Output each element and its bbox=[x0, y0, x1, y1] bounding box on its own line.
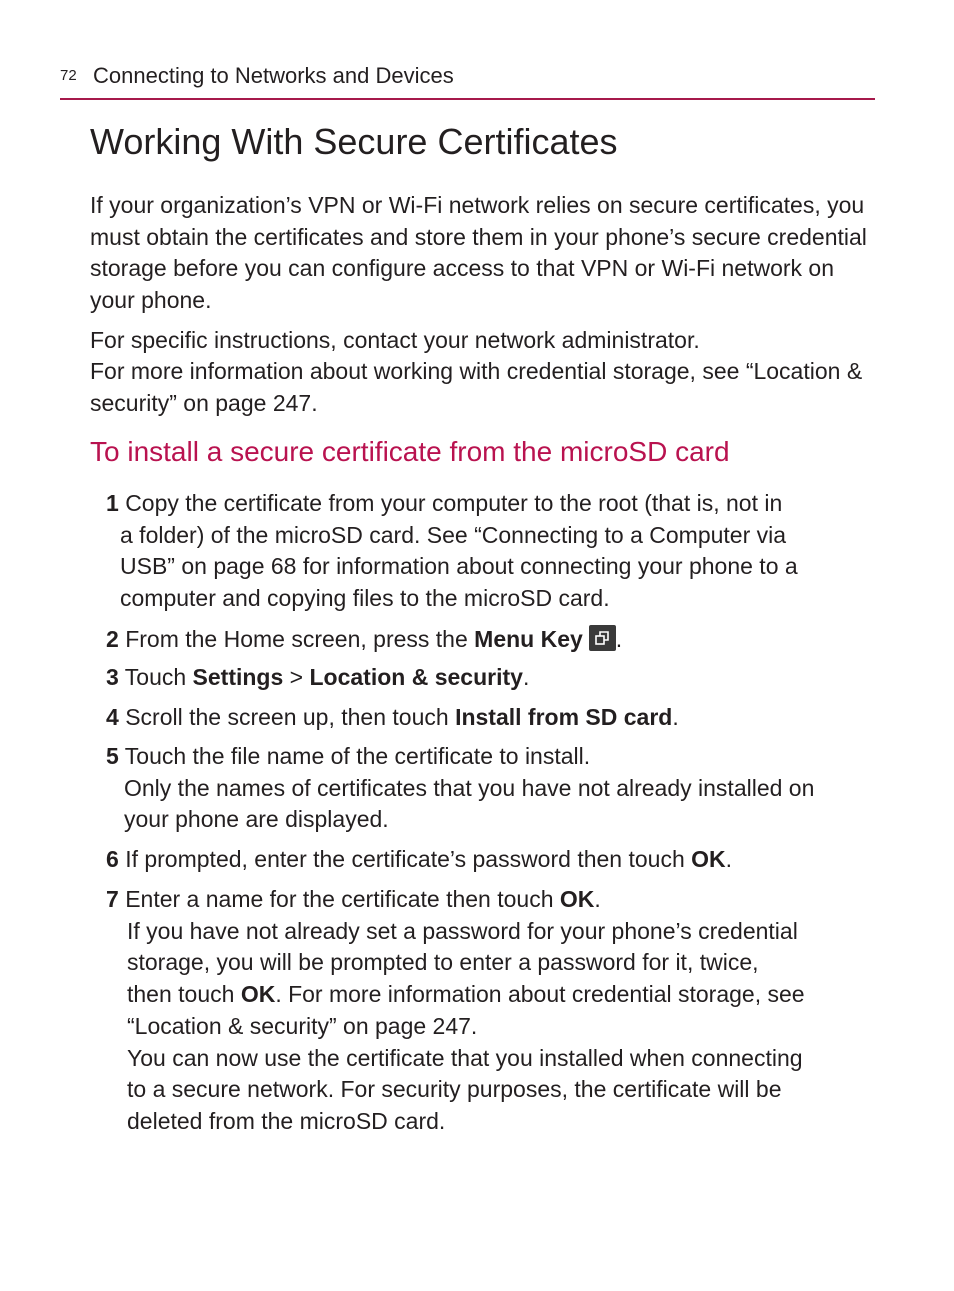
step-text: a folder) of the microSD card. See “Connecting to a Computer via bbox=[120, 521, 787, 548]
step-note: If you have not already set a password for your phone’s credential bbox=[127, 917, 798, 944]
ok-label: OK bbox=[240, 981, 276, 1008]
step-note: to a secure network. For security purposes, the certificate will be bbox=[127, 1076, 782, 1103]
step-end: . bbox=[522, 664, 530, 690]
step-1 bbox=[106, 488, 876, 615]
step-number: 4 bbox=[106, 704, 119, 730]
step-number: 7 bbox=[106, 886, 119, 912]
step-number: 6 bbox=[106, 846, 119, 872]
section-name: Connecting to Networks and Devices bbox=[93, 63, 454, 88]
step-text: Copy the certificate from your computer to the root (that is, not in bbox=[125, 490, 783, 516]
step-5 bbox=[106, 741, 876, 836]
step-note: deleted from the microSD card. bbox=[127, 1107, 446, 1134]
page-number: 72 bbox=[60, 67, 77, 84]
step-text: Enter a name for the certificate then touch bbox=[125, 886, 560, 912]
step-7 bbox=[106, 884, 876, 1138]
step-text: Touch the file name of the certificate to install. bbox=[124, 743, 591, 769]
step-end: . bbox=[725, 846, 733, 872]
step-note: You can now use the certificate that you installed when connecting bbox=[127, 1044, 803, 1071]
step-note: storage, you will be prompted to enter a password for it, twice, bbox=[127, 949, 759, 976]
step-end: . bbox=[672, 704, 679, 730]
step-note bbox=[106, 979, 876, 1011]
step-2 bbox=[106, 624, 876, 656]
step-number: 5 bbox=[106, 743, 119, 769]
step-note-text: . For more information about credential storage, see bbox=[275, 981, 805, 1008]
intro-paragraph: If your organization’s VPN or Wi-Fi network relies on secure certificates, you must obtain the certificates and store them in your phone’s secure credential storage before you can configure access to that VPN or Wi-Fi network on your phone. bbox=[90, 192, 867, 314]
step-text: Touch bbox=[124, 664, 193, 690]
menu-separator: > bbox=[283, 664, 310, 690]
ok-label: OK bbox=[691, 846, 726, 872]
contact-paragraph: For specific instructions, contact your network administrator. bbox=[90, 327, 700, 353]
step-note-text: then touch bbox=[127, 981, 241, 1008]
step-text: computer and copying files to the microSD card. bbox=[120, 585, 610, 612]
location-security-label: Location & security bbox=[309, 664, 523, 690]
step-number: 3 bbox=[106, 664, 119, 690]
step-text: USB” on page 68 for information about connecting your phone to a bbox=[120, 553, 798, 580]
step-number: 1 bbox=[106, 490, 119, 516]
step-text: If prompted, enter the certificate’s password then touch bbox=[125, 846, 692, 872]
step-number: 2 bbox=[106, 626, 119, 652]
step-3 bbox=[106, 662, 876, 694]
page-header bbox=[60, 62, 875, 100]
step-4 bbox=[106, 702, 876, 734]
more-info-paragraph: For more information about working with credential storage, see “Location & security” on page 247. bbox=[90, 358, 863, 416]
page-title: Working With Secure Certificates bbox=[90, 121, 618, 162]
step-text: From the Home screen, press the bbox=[125, 626, 475, 652]
step-note: your phone are displayed. bbox=[124, 806, 389, 833]
install-sd-label: Install from SD card bbox=[455, 704, 673, 730]
menu-key-label: Menu Key bbox=[474, 626, 583, 652]
procedure-heading: To install a secure certificate from the microSD card bbox=[90, 436, 730, 467]
step-note: “Location & security” on page 247. bbox=[127, 1012, 478, 1039]
ok-label: OK bbox=[559, 886, 595, 912]
step-note: Only the names of certificates that you have not already installed on bbox=[124, 774, 815, 801]
step-6 bbox=[106, 844, 876, 876]
settings-label: Settings bbox=[192, 664, 284, 690]
step-end: . bbox=[594, 886, 601, 912]
menu-key-icon bbox=[589, 625, 616, 651]
step-end: . bbox=[615, 626, 623, 652]
step-text: Scroll the screen up, then touch bbox=[125, 704, 456, 730]
